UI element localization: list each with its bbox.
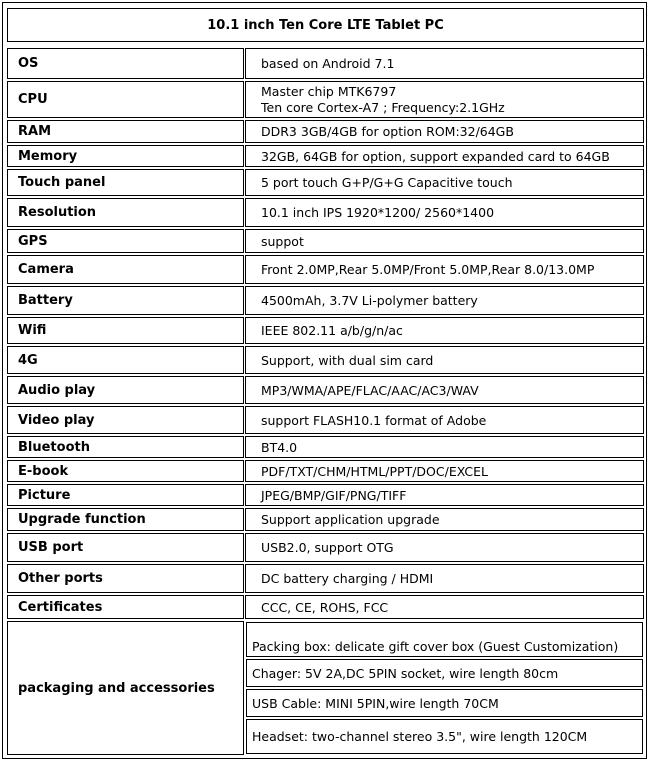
value-camera: Front 2.0MP,Rear 5.0MP/Front 5.0MP,Rear 8.0/13.0MP bbox=[245, 255, 644, 284]
value-cpu bbox=[245, 81, 644, 118]
value-packing-box: Packing box: delicate gift cover box (Guest Customization) bbox=[246, 622, 643, 657]
value-memory: 32GB, 64GB for option, support expanded card to 64GB bbox=[245, 145, 644, 167]
label-touch-panel: Touch panel bbox=[7, 169, 244, 196]
value-ram: DDR3 3GB/4GB for option ROM:32/64GB bbox=[245, 120, 644, 143]
value-battery: 4500mAh, 3.7V Li-polymer battery bbox=[245, 286, 644, 315]
label-os: OS bbox=[7, 48, 244, 79]
label-battery: Battery bbox=[7, 286, 244, 315]
label-audio-play: Audio play bbox=[7, 376, 244, 404]
value-usb-cable: USB Cable: MINI 5PIN,wire length 70CM bbox=[246, 689, 643, 717]
label-usb-port: USB port bbox=[7, 533, 244, 562]
value-os: based on Android 7.1 bbox=[245, 48, 644, 79]
label-video-play: Video play bbox=[7, 406, 244, 434]
label-4g: 4G bbox=[7, 346, 244, 374]
value-e-book: PDF/TXT/CHM/HTML/PPT/DOC/EXCEL bbox=[245, 460, 644, 482]
value-other-ports: DC battery charging / HDMI bbox=[245, 564, 644, 593]
value-headset: Headset: two-channel stereo 3.5", wire length 120CM bbox=[246, 719, 643, 754]
label-packaging: packaging and accessories bbox=[7, 621, 244, 755]
label-certificates: Certificates bbox=[7, 595, 244, 619]
value-certificates: CCC, CE, ROHS, FCC bbox=[245, 595, 644, 619]
value-video-play: support FLASH10.1 format of Adobe bbox=[245, 406, 644, 434]
label-upgrade-function: Upgrade function bbox=[7, 508, 244, 531]
value-picture: JPEG/BMP/GIF/PNG/TIFF bbox=[245, 484, 644, 506]
label-ram: RAM bbox=[7, 120, 244, 143]
value-upgrade-function: Support application upgrade bbox=[245, 508, 644, 531]
label-camera: Camera bbox=[7, 255, 244, 284]
label-bluetooth: Bluetooth bbox=[7, 436, 244, 458]
value-cpu-line2: Ten core Cortex-A7 ; Frequency:2.1GHz bbox=[261, 99, 505, 115]
value-charger: Chager: 5V 2A,DC 5PIN socket, wire length 80cm bbox=[246, 659, 643, 687]
value-resolution: 10.1 inch IPS 1920*1200/ 2560*1400 bbox=[245, 198, 644, 227]
value-4g: Support, with dual sim card bbox=[245, 346, 644, 374]
label-memory: Memory bbox=[7, 145, 244, 167]
value-gps: suppot bbox=[245, 229, 644, 253]
label-e-book: E-book bbox=[7, 460, 244, 482]
spec-sheet bbox=[2, 2, 647, 759]
value-touch-panel: 5 port touch G+P/G+G Capacitive touch bbox=[245, 169, 644, 196]
sheet-title: 10.1 inch Ten Core LTE Tablet PC bbox=[7, 8, 644, 42]
value-bluetooth: BT4.0 bbox=[245, 436, 644, 458]
label-picture: Picture bbox=[7, 484, 244, 506]
label-cpu: CPU bbox=[7, 81, 244, 118]
label-resolution: Resolution bbox=[7, 198, 244, 227]
label-other-ports: Other ports bbox=[7, 564, 244, 593]
label-wifi: Wifi bbox=[7, 317, 244, 344]
value-wifi: IEEE 802.11 a/b/g/n/ac bbox=[245, 317, 644, 344]
value-audio-play: MP3/WMA/APE/FLAC/AAC/AC3/WAV bbox=[245, 376, 644, 404]
label-gps: GPS bbox=[7, 229, 244, 253]
value-cpu-line1: Master chip MTK6797 bbox=[261, 83, 397, 99]
value-usb-port: USB2.0, support OTG bbox=[245, 533, 644, 562]
